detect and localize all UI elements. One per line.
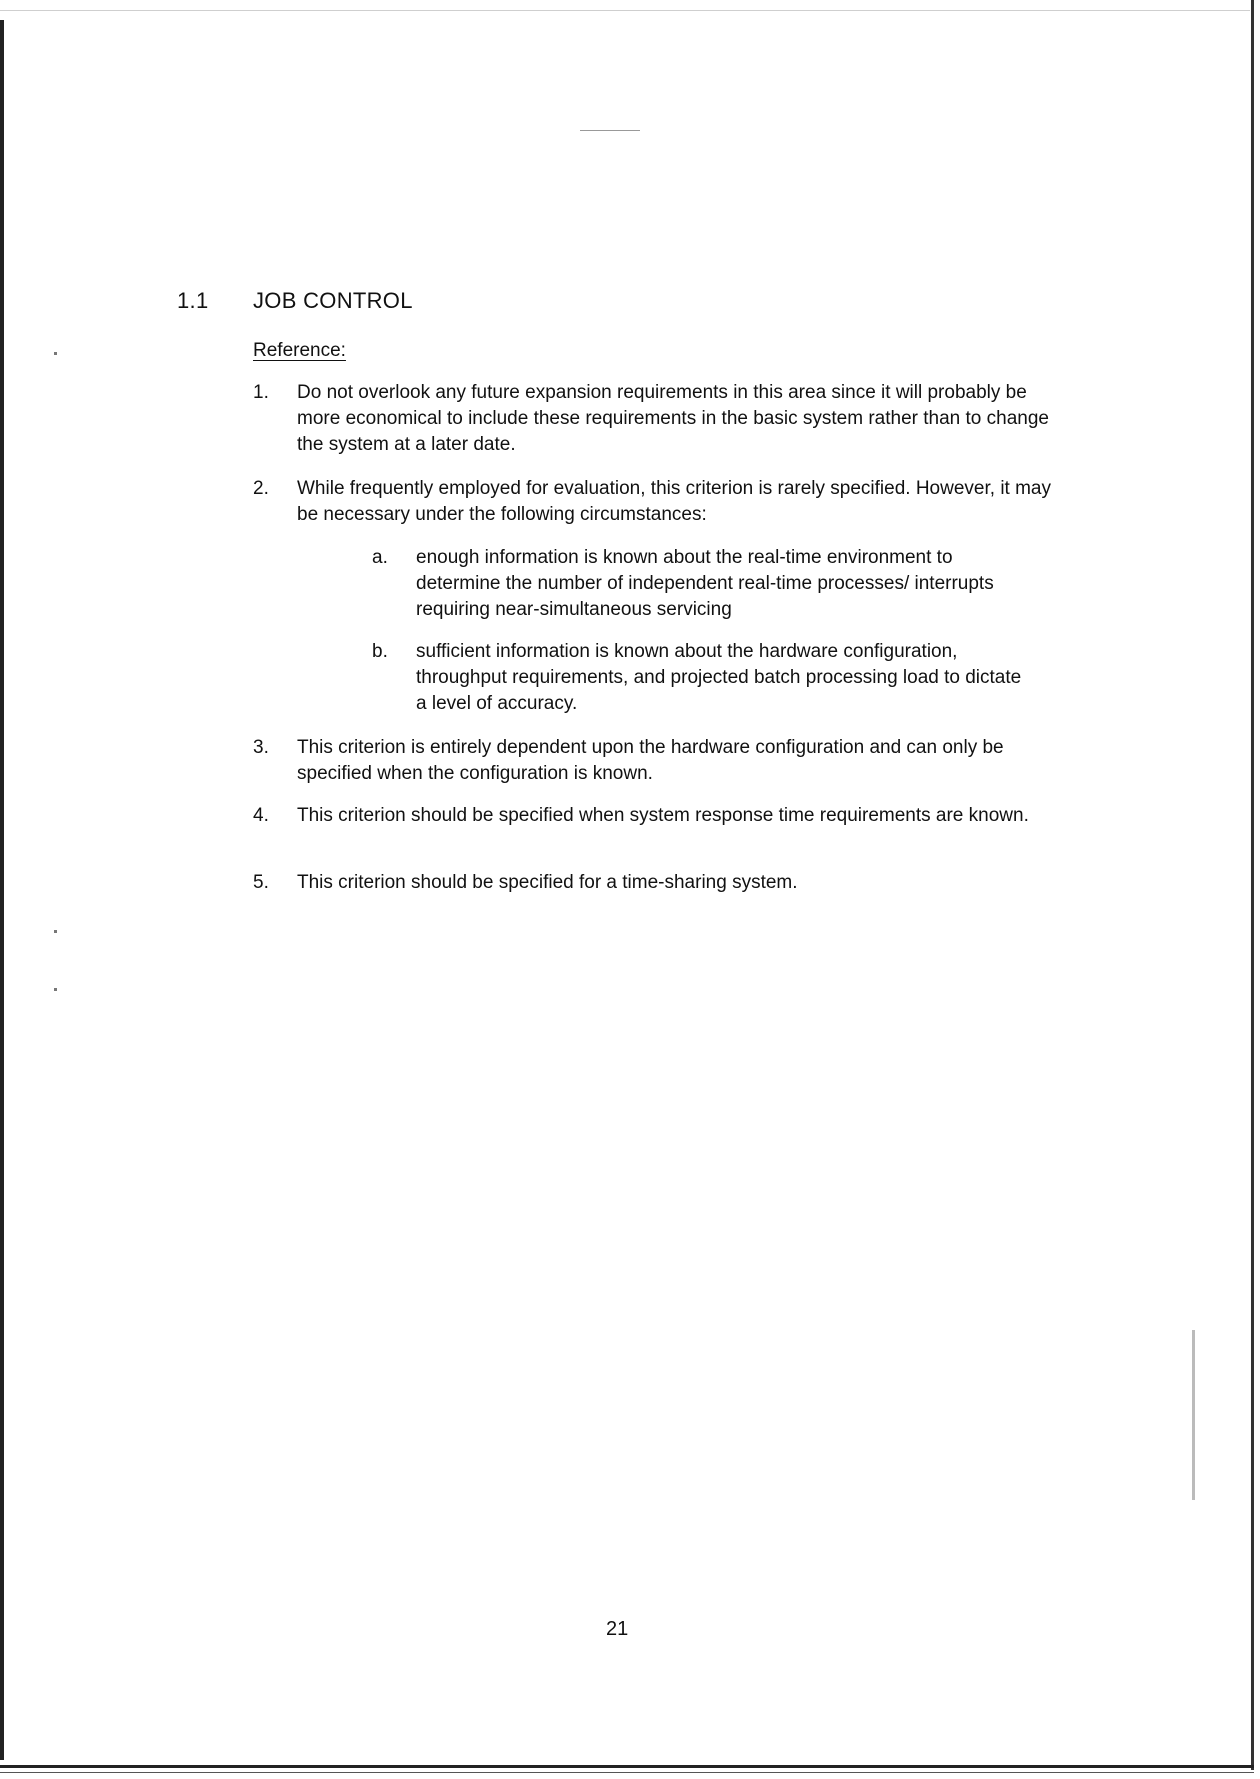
list-item (253, 803, 1053, 829)
list-item-number: 1. (253, 382, 269, 403)
list-item (253, 735, 1053, 787)
section-title: JOB CONTROL (253, 288, 413, 313)
section-heading (177, 288, 413, 314)
sub-list-item-letter: a. (372, 547, 388, 568)
sub-list-item (372, 545, 1032, 623)
scan-edge-left (0, 20, 4, 1760)
sub-list-item-text: sufficient information is known about the hardware configuration, throughput requirements, and projected batch processing load to dictate a level of accuracy. (416, 641, 1022, 714)
scan-edge-right (1251, 0, 1254, 1770)
list-item (253, 870, 1053, 896)
sub-list-item-letter: b. (372, 641, 388, 662)
scan-speck (54, 988, 57, 991)
reference-label: Reference: (253, 340, 346, 361)
scan-edge-bottom-line (0, 1772, 1254, 1773)
list-item-text: While frequently employed for evaluation, this criterion is rarely specified. However, it may be necessary under the following circumstances: (297, 478, 1051, 525)
scan-speck (54, 352, 57, 355)
page-number: 21 (606, 1618, 629, 1640)
list-item (253, 476, 1053, 528)
sub-list-item (372, 639, 1032, 717)
scan-margin-noise (1192, 1330, 1195, 1500)
list-item (253, 380, 1053, 458)
scan-speck (54, 930, 57, 933)
list-item-number: 2. (253, 478, 269, 499)
list-item-text: This criterion should be specified for a time-sharing system. (297, 872, 798, 893)
list-item-number: 5. (253, 872, 269, 893)
list-item-number: 3. (253, 737, 269, 758)
scan-edge-top (0, 10, 1250, 11)
list-item-text: This criterion should be specified when system response time requirements are known. (297, 805, 1029, 826)
list-item-text: This criterion is entirely dependent upon the hardware configuration and can only be specified when the configuration is known. (297, 737, 1004, 784)
section-number: 1.1 (177, 288, 209, 313)
scan-edge-bottom (0, 1765, 1254, 1768)
sub-list-item-text: enough information is known about the real-time environment to determine the number of independent real-time processes/ interrupts requiring near-simultaneous servicing (416, 547, 994, 620)
scan-smudge (580, 130, 640, 131)
list-item-number: 4. (253, 805, 269, 826)
list-item-text: Do not overlook any future expansion requirements in this area since it will probably be more economical to include these requirements in the basic system rather than to change the system at a later date. (297, 382, 1049, 455)
